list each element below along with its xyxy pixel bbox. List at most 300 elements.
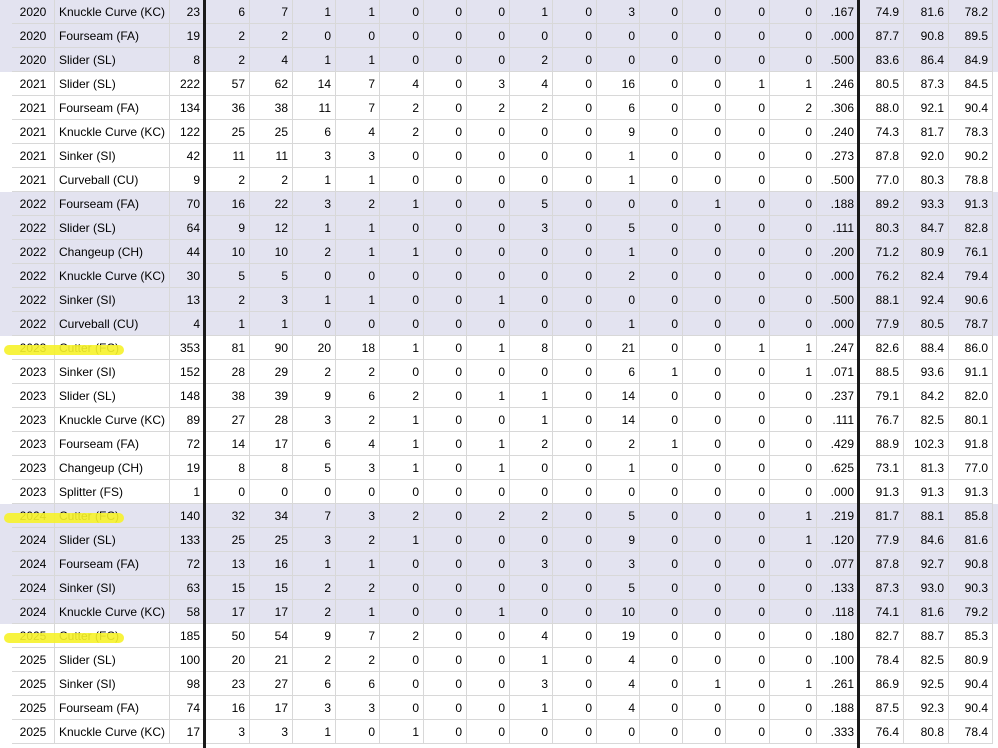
cell-pitch[interactable]: Knuckle Curve (KC) bbox=[55, 720, 170, 744]
cell-col-15[interactable]: 0 bbox=[726, 360, 770, 384]
cell-col-4[interactable]: 4 bbox=[250, 48, 293, 72]
cell-col-13[interactable]: 0 bbox=[640, 504, 683, 528]
cell-col-9[interactable]: 1 bbox=[467, 336, 510, 360]
cell-col-12[interactable]: 0 bbox=[597, 48, 640, 72]
cell-pitch[interactable]: Splitter (FS) bbox=[55, 480, 170, 504]
cell-col-15[interactable]: 0 bbox=[726, 96, 770, 120]
cell-avg[interactable]: .500 bbox=[817, 288, 859, 312]
cell-velo-max[interactable]: 86.4 bbox=[904, 48, 949, 72]
cell-col-14[interactable]: 0 bbox=[683, 504, 726, 528]
cell-velo-min[interactable]: 76.4 bbox=[859, 720, 904, 744]
cell-col-10[interactable]: 0 bbox=[510, 168, 553, 192]
cell-avg[interactable]: .111 bbox=[817, 216, 859, 240]
cell-col-13[interactable]: 0 bbox=[640, 240, 683, 264]
cell-col-14[interactable]: 0 bbox=[683, 240, 726, 264]
cell-velo-min[interactable]: 82.7 bbox=[859, 624, 904, 648]
cell-year[interactable]: 2020 bbox=[12, 48, 55, 72]
cell-col-9[interactable]: 0 bbox=[467, 144, 510, 168]
cell-avg[interactable]: .246 bbox=[817, 72, 859, 96]
cell-avg[interactable]: .261 bbox=[817, 672, 859, 696]
cell-col-6[interactable]: 3 bbox=[336, 504, 380, 528]
cell-col-11[interactable]: 0 bbox=[553, 648, 597, 672]
cell-col-15[interactable]: 0 bbox=[726, 408, 770, 432]
cell-col-15[interactable]: 1 bbox=[726, 336, 770, 360]
cell-col-16[interactable]: 0 bbox=[770, 24, 817, 48]
cell-col-7[interactable]: 1 bbox=[380, 192, 424, 216]
cell-col-4[interactable]: 8 bbox=[250, 456, 293, 480]
cell-velo-min[interactable]: 74.9 bbox=[859, 0, 904, 24]
cell-col-14[interactable]: 0 bbox=[683, 432, 726, 456]
cell-col-8[interactable]: 0 bbox=[424, 720, 467, 744]
cell-col-3[interactable]: 3 bbox=[205, 720, 250, 744]
cell-col-15[interactable]: 0 bbox=[726, 288, 770, 312]
cell-col-12[interactable]: 9 bbox=[597, 528, 640, 552]
cell-col-11[interactable]: 0 bbox=[553, 624, 597, 648]
cell-col-3[interactable]: 36 bbox=[205, 96, 250, 120]
cell-col-14[interactable]: 1 bbox=[683, 672, 726, 696]
cell-velo-max[interactable]: 87.3 bbox=[904, 72, 949, 96]
cell-velo-min[interactable]: 88.0 bbox=[859, 96, 904, 120]
cell-col-10[interactable]: 2 bbox=[510, 96, 553, 120]
cell-col-13[interactable]: 0 bbox=[640, 96, 683, 120]
cell-col-4[interactable]: 17 bbox=[250, 432, 293, 456]
cell-col-10[interactable]: 0 bbox=[510, 456, 553, 480]
cell-col-5[interactable]: 1 bbox=[293, 0, 336, 24]
cell-col-7[interactable]: 4 bbox=[380, 72, 424, 96]
cell-pitch[interactable]: Fourseam (FA) bbox=[55, 192, 170, 216]
cell-col-11[interactable]: 0 bbox=[553, 600, 597, 624]
cell-col-5[interactable]: 3 bbox=[293, 144, 336, 168]
cell-velo-avg[interactable]: 85.8 bbox=[949, 504, 993, 528]
cell-col-4[interactable]: 0 bbox=[250, 480, 293, 504]
cell-col-15[interactable]: 0 bbox=[726, 24, 770, 48]
cell-col-5[interactable]: 2 bbox=[293, 648, 336, 672]
cell-col-13[interactable]: 0 bbox=[640, 648, 683, 672]
cell-col-12[interactable]: 4 bbox=[597, 648, 640, 672]
cell-col-11[interactable]: 0 bbox=[553, 24, 597, 48]
cell-col-10[interactable]: 0 bbox=[510, 288, 553, 312]
cell-avg[interactable]: .237 bbox=[817, 384, 859, 408]
cell-pitch[interactable]: Slider (SL) bbox=[55, 384, 170, 408]
cell-col-5[interactable]: 20 bbox=[293, 336, 336, 360]
cell-col-13[interactable]: 0 bbox=[640, 312, 683, 336]
cell-avg[interactable]: .000 bbox=[817, 264, 859, 288]
cell-col-6[interactable]: 1 bbox=[336, 288, 380, 312]
cell-col-5[interactable]: 3 bbox=[293, 192, 336, 216]
cell-pitch[interactable]: Changeup (CH) bbox=[55, 240, 170, 264]
cell-col-12[interactable]: 14 bbox=[597, 384, 640, 408]
cell-pitch[interactable]: Sinker (SI) bbox=[55, 144, 170, 168]
cell-col-11[interactable]: 0 bbox=[553, 528, 597, 552]
cell-velo-min[interactable]: 71.2 bbox=[859, 240, 904, 264]
cell-col-3[interactable]: 27 bbox=[205, 408, 250, 432]
cell-velo-min[interactable]: 79.1 bbox=[859, 384, 904, 408]
cell-count[interactable]: 8 bbox=[170, 48, 205, 72]
cell-col-4[interactable]: 25 bbox=[250, 528, 293, 552]
cell-col-4[interactable]: 38 bbox=[250, 96, 293, 120]
cell-col-6[interactable]: 0 bbox=[336, 720, 380, 744]
cell-col-14[interactable]: 0 bbox=[683, 624, 726, 648]
cell-col-3[interactable]: 28 bbox=[205, 360, 250, 384]
cell-pitch[interactable]: Knuckle Curve (KC) bbox=[55, 408, 170, 432]
cell-col-14[interactable]: 0 bbox=[683, 384, 726, 408]
cell-col-14[interactable]: 0 bbox=[683, 0, 726, 24]
cell-col-13[interactable]: 0 bbox=[640, 576, 683, 600]
cell-col-9[interactable]: 0 bbox=[467, 648, 510, 672]
cell-velo-min[interactable]: 77.0 bbox=[859, 168, 904, 192]
cell-col-5[interactable]: 1 bbox=[293, 288, 336, 312]
cell-col-5[interactable]: 2 bbox=[293, 360, 336, 384]
cell-velo-avg[interactable]: 79.4 bbox=[949, 264, 993, 288]
cell-velo-max[interactable]: 84.2 bbox=[904, 384, 949, 408]
cell-col-9[interactable]: 0 bbox=[467, 240, 510, 264]
cell-col-14[interactable]: 0 bbox=[683, 216, 726, 240]
cell-count[interactable]: 222 bbox=[170, 72, 205, 96]
cell-year[interactable]: 2021 bbox=[12, 144, 55, 168]
cell-col-10[interactable]: 0 bbox=[510, 240, 553, 264]
cell-pitch[interactable]: Knuckle Curve (KC) bbox=[55, 264, 170, 288]
cell-col-15[interactable]: 0 bbox=[726, 216, 770, 240]
cell-col-7[interactable]: 0 bbox=[380, 360, 424, 384]
cell-col-3[interactable]: 16 bbox=[205, 192, 250, 216]
cell-velo-min[interactable]: 76.7 bbox=[859, 408, 904, 432]
cell-col-14[interactable]: 0 bbox=[683, 528, 726, 552]
cell-velo-max[interactable]: 91.3 bbox=[904, 480, 949, 504]
cell-col-16[interactable]: 2 bbox=[770, 96, 817, 120]
cell-col-3[interactable]: 32 bbox=[205, 504, 250, 528]
cell-col-3[interactable]: 25 bbox=[205, 528, 250, 552]
cell-col-9[interactable]: 3 bbox=[467, 72, 510, 96]
cell-col-9[interactable]: 1 bbox=[467, 288, 510, 312]
cell-velo-max[interactable]: 84.6 bbox=[904, 528, 949, 552]
cell-avg[interactable]: .429 bbox=[817, 432, 859, 456]
cell-col-5[interactable]: 6 bbox=[293, 672, 336, 696]
cell-year[interactable]: 2023 bbox=[12, 360, 55, 384]
cell-velo-min[interactable]: 80.5 bbox=[859, 72, 904, 96]
cell-velo-min[interactable]: 88.9 bbox=[859, 432, 904, 456]
cell-col-5[interactable]: 0 bbox=[293, 312, 336, 336]
cell-col-5[interactable]: 11 bbox=[293, 96, 336, 120]
cell-velo-min[interactable]: 89.2 bbox=[859, 192, 904, 216]
cell-col-6[interactable]: 0 bbox=[336, 480, 380, 504]
cell-col-9[interactable]: 0 bbox=[467, 624, 510, 648]
cell-col-14[interactable]: 0 bbox=[683, 264, 726, 288]
cell-col-9[interactable]: 0 bbox=[467, 216, 510, 240]
cell-col-4[interactable]: 22 bbox=[250, 192, 293, 216]
cell-col-13[interactable]: 0 bbox=[640, 624, 683, 648]
cell-col-3[interactable]: 15 bbox=[205, 576, 250, 600]
cell-col-6[interactable]: 2 bbox=[336, 648, 380, 672]
cell-col-11[interactable]: 0 bbox=[553, 456, 597, 480]
cell-year[interactable]: 2023 bbox=[12, 432, 55, 456]
cell-col-6[interactable]: 2 bbox=[336, 576, 380, 600]
cell-col-8[interactable]: 0 bbox=[424, 576, 467, 600]
cell-col-6[interactable]: 7 bbox=[336, 624, 380, 648]
cell-velo-min[interactable]: 74.3 bbox=[859, 120, 904, 144]
cell-col-14[interactable]: 0 bbox=[683, 336, 726, 360]
cell-col-16[interactable]: 1 bbox=[770, 504, 817, 528]
cell-col-5[interactable]: 14 bbox=[293, 72, 336, 96]
cell-col-11[interactable]: 0 bbox=[553, 576, 597, 600]
cell-velo-max[interactable]: 84.7 bbox=[904, 216, 949, 240]
cell-col-6[interactable]: 1 bbox=[336, 0, 380, 24]
cell-col-15[interactable]: 0 bbox=[726, 552, 770, 576]
cell-col-6[interactable]: 2 bbox=[336, 360, 380, 384]
cell-col-5[interactable]: 2 bbox=[293, 576, 336, 600]
cell-col-3[interactable]: 2 bbox=[205, 288, 250, 312]
cell-col-3[interactable]: 2 bbox=[205, 168, 250, 192]
cell-velo-avg[interactable]: 85.3 bbox=[949, 624, 993, 648]
cell-avg[interactable]: .306 bbox=[817, 96, 859, 120]
cell-col-14[interactable]: 1 bbox=[683, 192, 726, 216]
cell-velo-avg[interactable]: 79.2 bbox=[949, 600, 993, 624]
cell-avg[interactable]: .133 bbox=[817, 576, 859, 600]
cell-col-14[interactable]: 0 bbox=[683, 72, 726, 96]
cell-col-8[interactable]: 0 bbox=[424, 120, 467, 144]
cell-col-4[interactable]: 15 bbox=[250, 576, 293, 600]
cell-col-6[interactable]: 7 bbox=[336, 96, 380, 120]
cell-col-10[interactable]: 0 bbox=[510, 144, 553, 168]
cell-col-4[interactable]: 27 bbox=[250, 672, 293, 696]
cell-velo-max[interactable]: 81.3 bbox=[904, 456, 949, 480]
cell-velo-avg[interactable]: 82.8 bbox=[949, 216, 993, 240]
cell-col-16[interactable]: 0 bbox=[770, 192, 817, 216]
cell-count[interactable]: 44 bbox=[170, 240, 205, 264]
cell-velo-min[interactable]: 77.9 bbox=[859, 528, 904, 552]
cell-year[interactable]: 2021 bbox=[12, 120, 55, 144]
cell-col-8[interactable]: 0 bbox=[424, 24, 467, 48]
cell-col-16[interactable]: 0 bbox=[770, 120, 817, 144]
cell-velo-avg[interactable]: 77.0 bbox=[949, 456, 993, 480]
cell-col-12[interactable]: 1 bbox=[597, 240, 640, 264]
cell-pitch[interactable]: Knuckle Curve (KC) bbox=[55, 600, 170, 624]
cell-col-5[interactable]: 9 bbox=[293, 384, 336, 408]
cell-col-10[interactable]: 5 bbox=[510, 192, 553, 216]
cell-col-10[interactable]: 8 bbox=[510, 336, 553, 360]
cell-col-4[interactable]: 34 bbox=[250, 504, 293, 528]
cell-col-9[interactable]: 0 bbox=[467, 120, 510, 144]
cell-col-16[interactable]: 0 bbox=[770, 408, 817, 432]
cell-avg[interactable]: .167 bbox=[817, 0, 859, 24]
cell-velo-min[interactable]: 87.3 bbox=[859, 576, 904, 600]
cell-col-9[interactable]: 1 bbox=[467, 384, 510, 408]
cell-col-15[interactable]: 1 bbox=[726, 72, 770, 96]
cell-col-5[interactable]: 3 bbox=[293, 408, 336, 432]
cell-col-16[interactable]: 1 bbox=[770, 336, 817, 360]
cell-col-7[interactable]: 2 bbox=[380, 384, 424, 408]
cell-col-11[interactable]: 0 bbox=[553, 48, 597, 72]
cell-velo-avg[interactable]: 78.4 bbox=[949, 720, 993, 744]
cell-col-13[interactable]: 0 bbox=[640, 288, 683, 312]
cell-col-8[interactable]: 0 bbox=[424, 432, 467, 456]
cell-velo-max[interactable]: 93.0 bbox=[904, 576, 949, 600]
cell-col-16[interactable]: 0 bbox=[770, 648, 817, 672]
cell-velo-avg[interactable]: 78.8 bbox=[949, 168, 993, 192]
cell-col-12[interactable]: 21 bbox=[597, 336, 640, 360]
cell-col-12[interactable]: 0 bbox=[597, 720, 640, 744]
cell-col-4[interactable]: 1 bbox=[250, 312, 293, 336]
cell-col-7[interactable]: 1 bbox=[380, 456, 424, 480]
cell-avg[interactable]: .247 bbox=[817, 336, 859, 360]
cell-col-10[interactable]: 1 bbox=[510, 384, 553, 408]
cell-col-9[interactable]: 0 bbox=[467, 720, 510, 744]
cell-col-6[interactable]: 1 bbox=[336, 216, 380, 240]
cell-col-7[interactable]: 0 bbox=[380, 24, 424, 48]
cell-col-11[interactable]: 0 bbox=[553, 360, 597, 384]
cell-col-16[interactable]: 0 bbox=[770, 720, 817, 744]
cell-col-16[interactable]: 0 bbox=[770, 432, 817, 456]
cell-col-9[interactable]: 0 bbox=[467, 192, 510, 216]
cell-pitch[interactable]: Sinker (SI) bbox=[55, 576, 170, 600]
cell-col-15[interactable]: 0 bbox=[726, 192, 770, 216]
cell-col-6[interactable]: 7 bbox=[336, 72, 380, 96]
cell-count[interactable]: 17 bbox=[170, 720, 205, 744]
cell-count[interactable]: 98 bbox=[170, 672, 205, 696]
cell-year[interactable]: 2020 bbox=[12, 0, 55, 24]
cell-col-12[interactable]: 0 bbox=[597, 192, 640, 216]
cell-year[interactable]: 2023 bbox=[12, 456, 55, 480]
cell-col-6[interactable]: 2 bbox=[336, 192, 380, 216]
cell-col-9[interactable]: 0 bbox=[467, 24, 510, 48]
cell-year[interactable]: 2022 bbox=[12, 240, 55, 264]
cell-avg[interactable]: .000 bbox=[817, 312, 859, 336]
cell-year[interactable]: 2022 bbox=[12, 288, 55, 312]
cell-col-12[interactable]: 5 bbox=[597, 504, 640, 528]
cell-col-11[interactable]: 0 bbox=[553, 552, 597, 576]
cell-velo-max[interactable]: 80.8 bbox=[904, 720, 949, 744]
cell-pitch[interactable]: Slider (SL) bbox=[55, 648, 170, 672]
cell-col-14[interactable]: 0 bbox=[683, 552, 726, 576]
cell-col-12[interactable]: 5 bbox=[597, 216, 640, 240]
cell-col-8[interactable]: 0 bbox=[424, 672, 467, 696]
cell-col-11[interactable]: 0 bbox=[553, 384, 597, 408]
cell-col-13[interactable]: 0 bbox=[640, 24, 683, 48]
cell-col-7[interactable]: 1 bbox=[380, 720, 424, 744]
cell-avg[interactable]: .120 bbox=[817, 528, 859, 552]
cell-col-10[interactable]: 4 bbox=[510, 624, 553, 648]
cell-col-16[interactable]: 0 bbox=[770, 48, 817, 72]
cell-col-11[interactable]: 0 bbox=[553, 0, 597, 24]
cell-col-6[interactable]: 1 bbox=[336, 48, 380, 72]
cell-col-14[interactable]: 0 bbox=[683, 312, 726, 336]
cell-col-11[interactable]: 0 bbox=[553, 672, 597, 696]
cell-col-3[interactable]: 1 bbox=[205, 312, 250, 336]
cell-velo-max[interactable]: 82.4 bbox=[904, 264, 949, 288]
cell-velo-avg[interactable]: 86.0 bbox=[949, 336, 993, 360]
cell-col-15[interactable]: 0 bbox=[726, 504, 770, 528]
cell-velo-min[interactable]: 77.9 bbox=[859, 312, 904, 336]
cell-pitch[interactable]: Sinker (SI) bbox=[55, 672, 170, 696]
cell-col-14[interactable]: 0 bbox=[683, 600, 726, 624]
cell-col-16[interactable]: 0 bbox=[770, 264, 817, 288]
cell-year[interactable]: 2024 bbox=[12, 600, 55, 624]
cell-velo-min[interactable]: 76.2 bbox=[859, 264, 904, 288]
cell-col-3[interactable]: 10 bbox=[205, 240, 250, 264]
cell-velo-avg[interactable]: 84.9 bbox=[949, 48, 993, 72]
cell-avg[interactable]: .200 bbox=[817, 240, 859, 264]
cell-col-16[interactable]: 0 bbox=[770, 312, 817, 336]
cell-col-14[interactable]: 0 bbox=[683, 696, 726, 720]
cell-count[interactable]: 42 bbox=[170, 144, 205, 168]
cell-col-8[interactable]: 0 bbox=[424, 240, 467, 264]
cell-col-6[interactable]: 1 bbox=[336, 168, 380, 192]
cell-count[interactable]: 19 bbox=[170, 456, 205, 480]
cell-velo-min[interactable]: 80.3 bbox=[859, 216, 904, 240]
cell-col-7[interactable]: 2 bbox=[380, 120, 424, 144]
cell-col-14[interactable]: 0 bbox=[683, 480, 726, 504]
cell-col-6[interactable]: 6 bbox=[336, 384, 380, 408]
cell-col-3[interactable]: 50 bbox=[205, 624, 250, 648]
cell-count[interactable]: 58 bbox=[170, 600, 205, 624]
cell-col-7[interactable]: 1 bbox=[380, 240, 424, 264]
cell-velo-max[interactable]: 88.4 bbox=[904, 336, 949, 360]
cell-year[interactable]: 2022 bbox=[12, 216, 55, 240]
cell-col-15[interactable]: 0 bbox=[726, 456, 770, 480]
cell-velo-max[interactable]: 92.1 bbox=[904, 96, 949, 120]
cell-col-11[interactable]: 0 bbox=[553, 120, 597, 144]
cell-col-14[interactable]: 0 bbox=[683, 360, 726, 384]
cell-col-8[interactable]: 0 bbox=[424, 696, 467, 720]
cell-pitch[interactable]: Fourseam (FA) bbox=[55, 24, 170, 48]
cell-count[interactable]: 1 bbox=[170, 480, 205, 504]
cell-col-16[interactable]: 0 bbox=[770, 480, 817, 504]
cell-col-13[interactable]: 0 bbox=[640, 144, 683, 168]
cell-col-7[interactable]: 0 bbox=[380, 48, 424, 72]
cell-velo-max[interactable]: 93.6 bbox=[904, 360, 949, 384]
cell-count[interactable]: 23 bbox=[170, 0, 205, 24]
cell-col-3[interactable]: 11 bbox=[205, 144, 250, 168]
cell-col-10[interactable]: 3 bbox=[510, 552, 553, 576]
cell-col-3[interactable]: 81 bbox=[205, 336, 250, 360]
cell-col-15[interactable]: 0 bbox=[726, 576, 770, 600]
cell-year[interactable]: 2024 bbox=[12, 552, 55, 576]
cell-col-13[interactable]: 0 bbox=[640, 696, 683, 720]
cell-col-10[interactable]: 0 bbox=[510, 576, 553, 600]
cell-col-8[interactable]: 0 bbox=[424, 384, 467, 408]
cell-col-7[interactable]: 1 bbox=[380, 432, 424, 456]
cell-velo-min[interactable]: 87.8 bbox=[859, 144, 904, 168]
cell-col-3[interactable]: 2 bbox=[205, 48, 250, 72]
cell-col-3[interactable]: 20 bbox=[205, 648, 250, 672]
cell-velo-avg[interactable]: 90.6 bbox=[949, 288, 993, 312]
cell-col-6[interactable]: 2 bbox=[336, 528, 380, 552]
cell-col-13[interactable]: 0 bbox=[640, 216, 683, 240]
cell-col-8[interactable]: 0 bbox=[424, 528, 467, 552]
cell-avg[interactable]: .219 bbox=[817, 504, 859, 528]
cell-col-7[interactable]: 0 bbox=[380, 168, 424, 192]
cell-velo-avg[interactable]: 80.1 bbox=[949, 408, 993, 432]
cell-pitch[interactable]: Slider (SL) bbox=[55, 528, 170, 552]
cell-col-8[interactable]: 0 bbox=[424, 624, 467, 648]
cell-col-8[interactable]: 0 bbox=[424, 0, 467, 24]
cell-col-13[interactable]: 0 bbox=[640, 48, 683, 72]
cell-col-14[interactable]: 0 bbox=[683, 168, 726, 192]
cell-col-4[interactable]: 7 bbox=[250, 0, 293, 24]
cell-col-12[interactable]: 14 bbox=[597, 408, 640, 432]
cell-col-11[interactable]: 0 bbox=[553, 144, 597, 168]
cell-col-13[interactable]: 1 bbox=[640, 432, 683, 456]
cell-col-11[interactable]: 0 bbox=[553, 168, 597, 192]
cell-velo-max[interactable]: 92.4 bbox=[904, 288, 949, 312]
cell-col-13[interactable]: 0 bbox=[640, 720, 683, 744]
cell-count[interactable]: 353 bbox=[170, 336, 205, 360]
cell-velo-max[interactable]: 92.5 bbox=[904, 672, 949, 696]
cell-col-15[interactable]: 0 bbox=[726, 48, 770, 72]
cell-col-6[interactable]: 3 bbox=[336, 696, 380, 720]
cell-pitch[interactable]: Curveball (CU) bbox=[55, 168, 170, 192]
cell-col-5[interactable]: 1 bbox=[293, 720, 336, 744]
cell-col-4[interactable]: 12 bbox=[250, 216, 293, 240]
